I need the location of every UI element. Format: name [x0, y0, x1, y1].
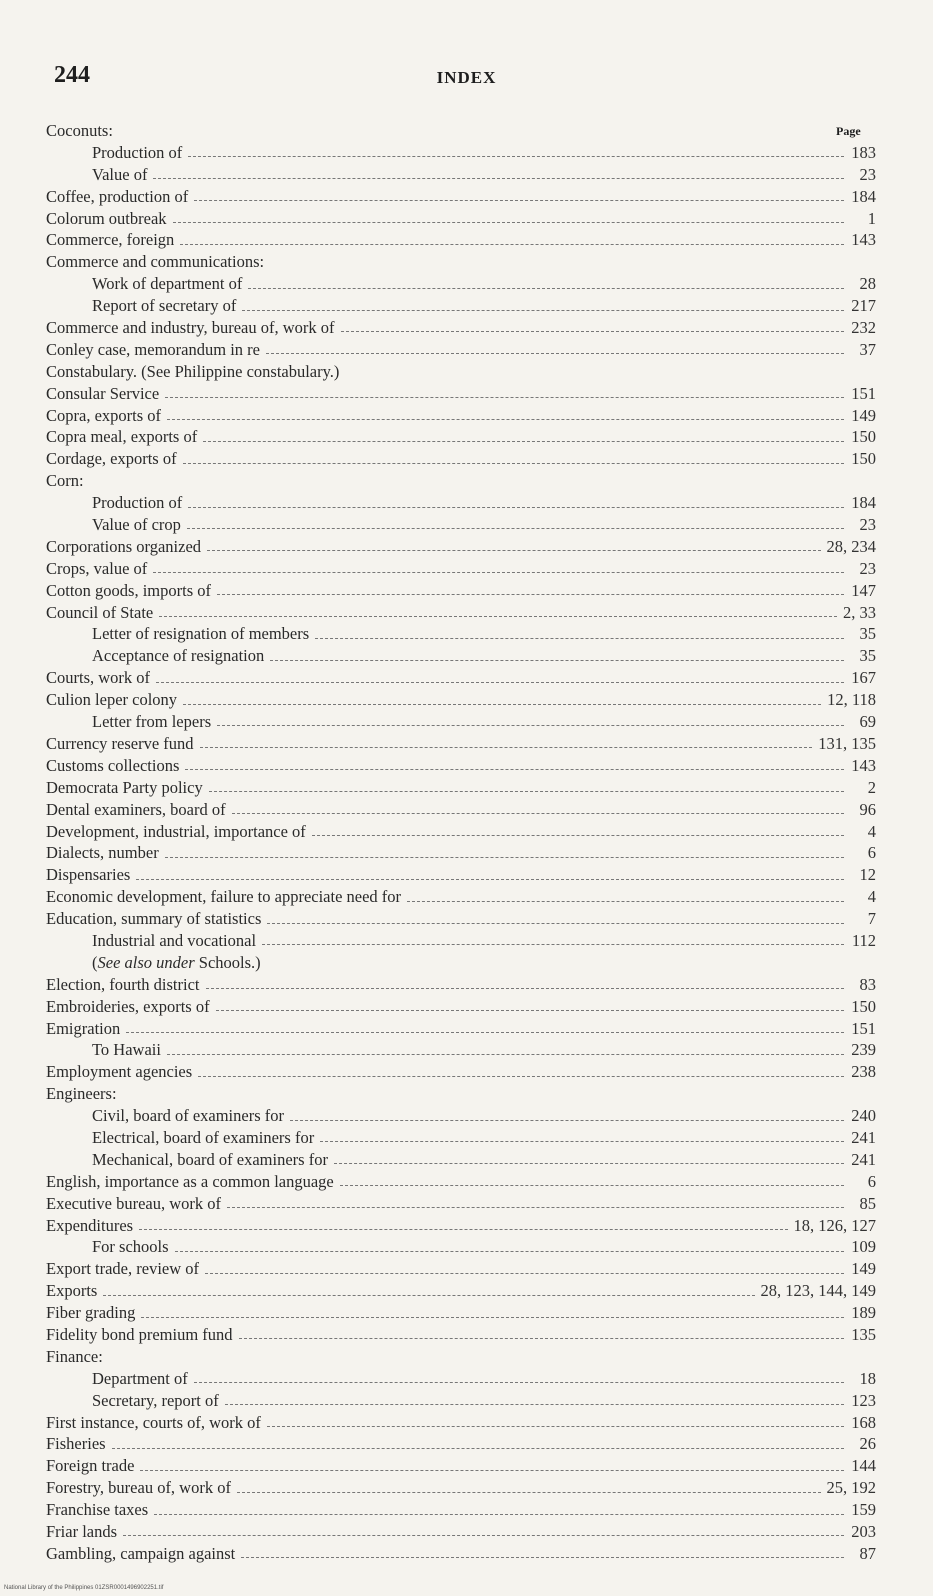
- dot-leader: [340, 1185, 844, 1186]
- dot-leader: [180, 244, 844, 245]
- index-entry: [46, 295, 876, 317]
- entry-label: Engineers:: [46, 1084, 117, 1104]
- entry-label: Election, fourth district: [46, 974, 200, 994]
- entry-page-numbers: 6: [867, 1171, 876, 1191]
- index-entry: [46, 1433, 876, 1455]
- entry-label: Courts, work of: [46, 668, 151, 688]
- index-entry: [46, 799, 876, 821]
- dot-leader: [173, 222, 844, 223]
- dot-leader: [270, 660, 844, 661]
- entry-label: Exports: [46, 1281, 98, 1301]
- index-entry: [46, 996, 876, 1018]
- index-entries: [46, 120, 876, 1565]
- entry-page-numbers: 28, 123, 144, 149: [760, 1281, 876, 1301]
- entry-label: To Hawaii: [92, 1040, 161, 1060]
- entry-page-numbers: 83: [859, 974, 876, 994]
- entry-label: Crops, value of: [46, 558, 148, 578]
- entry-page-numbers: 2, 33: [843, 602, 876, 622]
- entry-label: Electrical, board of examiners for: [92, 1127, 315, 1147]
- entry-label: English, importance as a common language: [46, 1171, 334, 1191]
- entry-label: Culion leper colony: [46, 690, 178, 710]
- dot-leader: [290, 1120, 844, 1121]
- entry-label: Letter of resignation of members: [92, 624, 310, 644]
- index-entry: [46, 1280, 876, 1302]
- index-entry: [46, 317, 876, 339]
- dot-leader: [227, 1207, 844, 1208]
- dot-leader: [175, 1251, 844, 1252]
- dot-leader: [167, 419, 844, 420]
- index-entry: [46, 1412, 876, 1434]
- index-entry: [46, 842, 876, 864]
- entry-label: Commerce and communications:: [46, 252, 265, 272]
- entry-label: Secretary, report of: [92, 1390, 219, 1410]
- index-entry: [46, 251, 876, 273]
- dot-leader: [205, 1273, 844, 1274]
- dot-leader: [112, 1448, 844, 1449]
- entry-label: Work of department of: [92, 274, 243, 294]
- entry-page-numbers: 150: [851, 427, 876, 447]
- index-entry: [46, 1039, 876, 1061]
- dot-leader: [407, 901, 844, 902]
- dot-leader: [200, 747, 813, 748]
- entry-label: Civil, board of examiners for: [92, 1106, 284, 1126]
- entry-page-numbers: 23: [859, 515, 876, 535]
- entry-label: Foreign trade: [46, 1456, 135, 1476]
- entry-page-numbers: 149: [851, 1259, 876, 1279]
- entry-page-numbers: 239: [851, 1040, 876, 1060]
- entry-page-numbers: 184: [851, 493, 876, 513]
- entry-label: Cotton goods, imports of: [46, 580, 212, 600]
- page-column-label: Page: [836, 124, 861, 138]
- entry-label: Commerce, foreign: [46, 230, 175, 250]
- index-entry: [46, 208, 876, 230]
- index-entry: [46, 864, 876, 886]
- index-entry: [46, 952, 876, 974]
- dot-leader: [216, 1010, 844, 1011]
- entry-page-numbers: 151: [851, 1018, 876, 1038]
- dot-leader: [232, 813, 844, 814]
- entry-page-numbers: 135: [851, 1324, 876, 1344]
- entry-page-numbers: 18: [859, 1368, 876, 1388]
- entry-label: Education, summary of statistics: [46, 909, 262, 929]
- page-title: INDEX: [436, 68, 497, 87]
- dot-leader: [126, 1032, 844, 1033]
- entry-page-numbers: 144: [851, 1456, 876, 1476]
- entry-label: Acceptance of resignation: [92, 646, 265, 666]
- dot-leader: [334, 1163, 844, 1164]
- entry-label: Colorum outbreak: [46, 208, 167, 228]
- entry-label: Corporations organized: [46, 536, 202, 556]
- index-entry: [46, 908, 876, 930]
- entry-page-numbers: 131, 135: [818, 733, 876, 753]
- entry-page-numbers: 25, 192: [826, 1478, 876, 1498]
- dot-leader: [165, 397, 844, 398]
- index-entry: [46, 777, 876, 799]
- entry-label: Letter from lepers: [92, 712, 212, 732]
- dot-leader: [141, 1317, 844, 1318]
- entry-page-numbers: 109: [851, 1237, 876, 1257]
- entry-label: Dental examiners, board of: [46, 799, 226, 819]
- dot-leader: [159, 616, 837, 617]
- entry-label: Embroideries, exports of: [46, 996, 210, 1016]
- entry-label: Coffee, production of: [46, 186, 189, 206]
- entry-page-numbers: 112: [851, 930, 876, 950]
- entry-label: (See also under Schools.): [92, 952, 261, 972]
- entry-label: Dispensaries: [46, 865, 131, 885]
- index-entry: [46, 689, 876, 711]
- entry-label: Currency reserve fund: [46, 733, 194, 753]
- index-entry: [46, 1455, 876, 1477]
- index-entry: [46, 536, 876, 558]
- dot-leader: [206, 988, 844, 989]
- index-entry: [46, 821, 876, 843]
- dot-leader: [267, 1426, 844, 1427]
- entry-label: Report of secretary of: [92, 296, 237, 316]
- index-entry: [46, 142, 876, 164]
- dot-leader: [185, 769, 844, 770]
- index-entry: [46, 361, 876, 383]
- entry-label: Fisheries: [46, 1434, 106, 1454]
- entry-page-numbers: 147: [851, 580, 876, 600]
- index-entry: [46, 1390, 876, 1412]
- entry-label: Customs collections: [46, 755, 180, 775]
- dot-leader: [312, 835, 844, 836]
- dot-leader: [103, 1295, 754, 1296]
- entry-page-numbers: 217: [851, 296, 876, 316]
- entry-page-numbers: 183: [851, 142, 876, 162]
- entry-page-numbers: 184: [851, 186, 876, 206]
- see-also-prefix: See also under: [97, 952, 195, 972]
- entry-label: Development, industrial, importance of: [46, 821, 306, 841]
- dot-leader: [167, 1054, 844, 1055]
- dot-leader: [225, 1404, 844, 1405]
- entry-label: Gambling, campaign against: [46, 1543, 236, 1563]
- index-entry: [46, 1368, 876, 1390]
- entry-page-numbers: 35: [859, 646, 876, 666]
- scan-footer: National Library of the Philippines 01ZSR0001496902251.tif: [4, 1585, 164, 1591]
- entry-page-numbers: 18, 126, 127: [793, 1215, 876, 1235]
- dot-leader: [194, 1382, 844, 1383]
- entry-page-numbers: 4: [867, 887, 876, 907]
- dot-leader: [154, 1514, 844, 1515]
- dot-leader: [183, 704, 821, 705]
- entry-label: Value of: [92, 164, 148, 184]
- index-entry: [46, 580, 876, 602]
- entry-label: For schools: [92, 1237, 169, 1257]
- index-entry: [46, 1215, 876, 1237]
- index-entry: [46, 1521, 876, 1543]
- entry-page-numbers: 168: [851, 1412, 876, 1432]
- page-number: 244: [54, 62, 90, 88]
- index-entry: [46, 1083, 876, 1105]
- index-entry: [46, 1018, 876, 1040]
- entry-label: Value of crop: [92, 515, 181, 535]
- dot-leader: [188, 156, 844, 157]
- index-entry: [46, 339, 876, 361]
- dot-leader: [209, 791, 844, 792]
- entry-page-numbers: 2: [867, 777, 876, 797]
- index-entry: [46, 186, 876, 208]
- entry-page-numbers: 151: [851, 383, 876, 403]
- dot-leader: [241, 1557, 844, 1558]
- index-entry: [46, 514, 876, 536]
- entry-label: Friar lands: [46, 1522, 118, 1541]
- entry-label: Department of: [92, 1368, 188, 1388]
- entry-label: Democrata Party policy: [46, 777, 203, 797]
- entry-label: Expenditures: [46, 1215, 134, 1235]
- entry-label: First instance, courts of, work of: [46, 1412, 261, 1432]
- entry-page-numbers: 240: [851, 1106, 876, 1126]
- dot-leader: [320, 1141, 844, 1142]
- entry-label: Council of State: [46, 602, 154, 622]
- index-entry: [46, 383, 876, 405]
- entry-label: Executive bureau, work of: [46, 1193, 222, 1213]
- dot-leader: [267, 923, 844, 924]
- dot-leader: [183, 463, 844, 464]
- entry-page-numbers: 96: [859, 799, 876, 819]
- dot-leader: [153, 178, 844, 179]
- entry-label: Copra, exports of: [46, 405, 162, 425]
- entry-page-numbers: 35: [859, 624, 876, 644]
- entry-label: Commerce and industry, bureau of, work of: [46, 318, 335, 338]
- entry-page-numbers: 7: [867, 909, 876, 929]
- dot-leader: [242, 310, 844, 311]
- index-entry: [46, 1543, 876, 1565]
- dot-leader: [266, 353, 844, 354]
- index-entry: [46, 645, 876, 667]
- entry-label: Franchise taxes: [46, 1500, 149, 1520]
- see-also-target: Schools.: [198, 952, 256, 972]
- entry-page-numbers: 167: [851, 668, 876, 688]
- index-entry: [46, 1499, 876, 1521]
- entry-page-numbers: 87: [859, 1543, 876, 1563]
- index-entry: [46, 120, 876, 142]
- dot-leader: [315, 638, 844, 639]
- entry-page-numbers: 4: [867, 821, 876, 841]
- index-entry: [46, 164, 876, 186]
- entry-page-numbers: 232: [851, 318, 876, 338]
- index-entry: [46, 1105, 876, 1127]
- dot-leader: [217, 725, 844, 726]
- entry-page-numbers: 203: [851, 1522, 876, 1541]
- entry-label: Consular Service: [46, 383, 160, 403]
- entry-page-numbers: 37: [859, 339, 876, 359]
- index-entry: [46, 1127, 876, 1149]
- index-entry: [46, 733, 876, 755]
- index-entry: [46, 1346, 876, 1368]
- dot-leader: [207, 550, 820, 551]
- entry-page-numbers: 143: [851, 230, 876, 250]
- dot-leader: [237, 1492, 821, 1493]
- entry-page-numbers: 12, 118: [827, 690, 876, 710]
- entry-page-numbers: 238: [851, 1062, 876, 1082]
- dot-leader: [194, 200, 844, 201]
- entry-label: Dialects, number: [46, 843, 159, 863]
- index-entry: [46, 1061, 876, 1083]
- dot-leader: [136, 879, 844, 880]
- index-entry: [46, 623, 876, 645]
- index-entry: [46, 426, 876, 448]
- entry-page-numbers: 26: [859, 1434, 876, 1454]
- index-entry: [46, 229, 876, 251]
- dot-leader: [156, 682, 844, 683]
- entry-label: Mechanical, board of examiners for: [92, 1149, 328, 1169]
- entry-label: Conley case, memorandum in re: [46, 339, 260, 359]
- entry-page-numbers: 85: [859, 1193, 876, 1213]
- entry-page-numbers: 1: [867, 208, 876, 228]
- entry-page-numbers: 123: [851, 1390, 876, 1410]
- entry-label: Emigration: [46, 1018, 121, 1038]
- entry-label: Fiber grading: [46, 1303, 136, 1323]
- entry-label: Production of: [92, 142, 183, 162]
- dot-leader: [217, 594, 844, 595]
- index-entry: [46, 273, 876, 295]
- entry-label: Copra meal, exports of: [46, 427, 198, 447]
- index-entry: [46, 1324, 876, 1346]
- entry-page-numbers: 143: [851, 755, 876, 775]
- entry-label: Export trade, review of: [46, 1259, 200, 1279]
- entry-page-numbers: 150: [851, 996, 876, 1016]
- entry-page-numbers: 149: [851, 405, 876, 425]
- index-entry: [46, 1193, 876, 1215]
- entry-page-numbers: 6: [867, 843, 876, 863]
- index-entry: [46, 1302, 876, 1324]
- dot-leader: [262, 944, 844, 945]
- entry-label: Finance:: [46, 1346, 103, 1366]
- entry-page-numbers: 241: [851, 1149, 876, 1169]
- index-entry: [46, 1258, 876, 1280]
- dot-leader: [341, 331, 844, 332]
- entry-page-numbers: 12: [859, 865, 876, 885]
- dot-leader: [139, 1229, 787, 1230]
- index-entry: [46, 1149, 876, 1171]
- entry-page-numbers: 28: [859, 274, 876, 294]
- entry-label: Constabulary. (See Philippine constabulary.): [46, 361, 340, 381]
- entry-label: Economic development, failure to appreciate need for: [46, 887, 402, 907]
- index-entry: [46, 886, 876, 908]
- entry-page-numbers: 23: [859, 164, 876, 184]
- dot-leader: [203, 441, 844, 442]
- index-entry: [46, 711, 876, 733]
- dot-leader: [165, 857, 844, 858]
- dot-leader: [140, 1470, 844, 1471]
- index-entry: [46, 405, 876, 427]
- index-entry: [46, 470, 876, 492]
- dot-leader: [188, 507, 844, 508]
- entry-page-numbers: 189: [851, 1303, 876, 1323]
- entry-label: Coconuts:: [46, 121, 113, 140]
- entry-label: Corn:: [46, 471, 84, 491]
- index-entry: [46, 930, 876, 952]
- entry-label: Production of: [92, 493, 183, 513]
- index-entry: [46, 1171, 876, 1193]
- index-entry: [46, 602, 876, 624]
- entry-page-numbers: 159: [851, 1500, 876, 1520]
- entry-page-numbers: 241: [851, 1127, 876, 1147]
- dot-leader: [248, 288, 844, 289]
- index-entry: [46, 974, 876, 996]
- dot-leader: [153, 572, 844, 573]
- entry-page-numbers: 150: [851, 449, 876, 469]
- entry-label: Forestry, bureau of, work of: [46, 1478, 231, 1498]
- entry-page-numbers: 23: [859, 558, 876, 578]
- entry-label: Fidelity bond premium fund: [46, 1324, 233, 1344]
- index-entry: [46, 1477, 876, 1499]
- entry-label: Industrial and vocational: [92, 930, 257, 950]
- index-entry: [46, 1236, 876, 1258]
- entry-label: Employment agencies: [46, 1062, 193, 1082]
- index-entry: [46, 492, 876, 514]
- index-entry: [46, 667, 876, 689]
- entry-page-numbers: 69: [859, 712, 876, 732]
- entry-label: Cordage, exports of: [46, 449, 177, 469]
- entry-page-numbers: 28, 234: [826, 536, 876, 556]
- dot-leader: [123, 1535, 844, 1536]
- dot-leader: [198, 1076, 844, 1077]
- dot-leader: [239, 1338, 844, 1339]
- index-entry: [46, 755, 876, 777]
- index-entry: [46, 448, 876, 470]
- index-entry: [46, 558, 876, 580]
- dot-leader: [187, 528, 844, 529]
